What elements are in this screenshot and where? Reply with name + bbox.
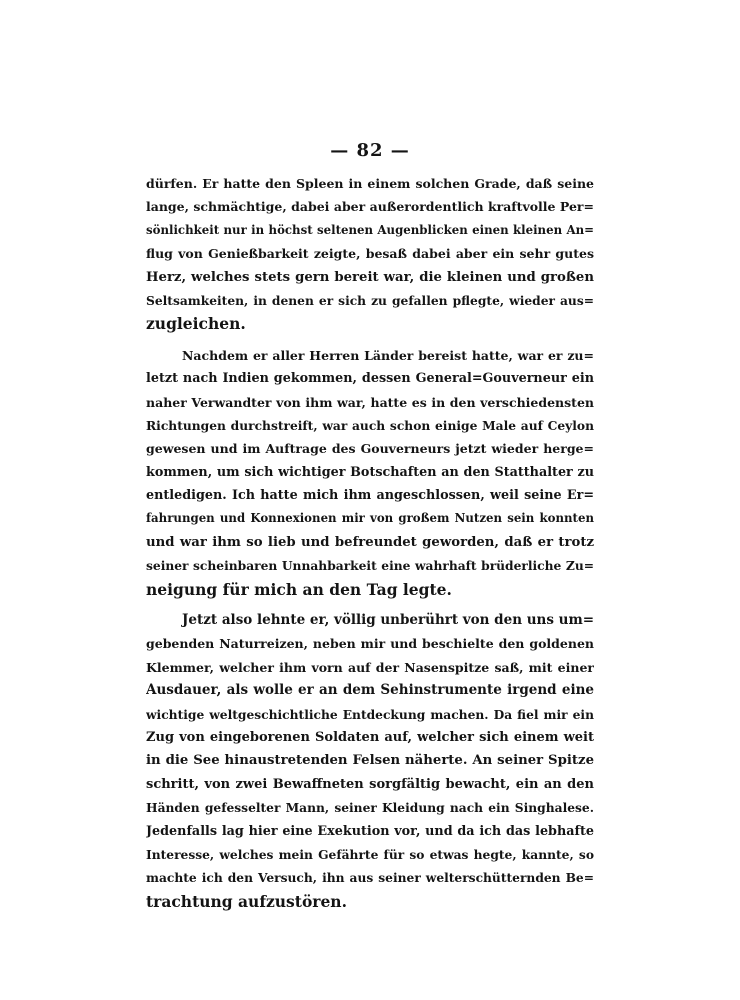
- text-line: Interesse, welches mein Gefährte für so etwas hegte, kannte, so: [146, 846, 594, 862]
- text-line: Seltsamkeiten, in denen er sich zu gefallen pflegte, wieder aus=: [146, 292, 594, 308]
- paragraph: [146, 609, 594, 913]
- text-line: Ausdauer, als wolle er an dem Sehinstrumente irgend eine: [146, 682, 594, 699]
- text-line: Herz, welches stets gern bereit war, die kleinen und großen: [146, 269, 594, 285]
- text-line: entledigen. Ich hatte mich ihm angeschlossen, weil seine Er=: [146, 488, 594, 504]
- paragraph: [146, 344, 594, 601]
- text-line: Jetzt also lehnte er, völlig unberührt von den uns um=: [182, 612, 594, 629]
- text-line: Nachdem er aller Herren Länder bereist hatte, war er zu=: [182, 347, 594, 363]
- text-line: letzt nach Indien gekommen, dessen General=Gouverneur ein: [146, 371, 594, 387]
- text-line: lange, schmächtige, dabei aber außerordentlich kraftvolle Per=: [146, 199, 594, 215]
- text-line: Richtungen durchstreift, war auch schon einige Male auf Ceylon: [146, 417, 594, 433]
- text-line: in die See hinaustretenden Felsen näherte. An seiner Spitze: [146, 753, 594, 769]
- text-line: gebenden Naturreizen, neben mir und beschielte den goldenen: [146, 636, 594, 652]
- text-line: flug von Genießbarkeit zeigte, besaß dabei aber ein sehr gutes: [146, 246, 594, 262]
- text-line: und war ihm so lieb und befreundet geworden, daß er trotz: [146, 534, 594, 550]
- text-line: Händen gefesselter Mann, seiner Kleidung nach ein Singhalese.: [146, 800, 594, 816]
- text-line: kommen, um sich wichtiger Botschaften an den Statthalter zu: [146, 464, 594, 480]
- paragraph: [146, 172, 594, 336]
- text-line: dürfen. Er hatte den Spleen in einem solchen Grade, daß seine: [146, 176, 594, 191]
- text-line: Klemmer, welcher ihm vorn auf der Nasenspitze saß, mit einer: [146, 659, 594, 675]
- text-line: seiner scheinbaren Unnahbarkeit eine wahrhaft brüderliche Zu=: [146, 558, 594, 574]
- text-line: fahrungen und Konnexionen mir von großem Nutzen sein konnten: [146, 511, 594, 526]
- paragraph-gap: [146, 601, 594, 609]
- text-line: neigung für mich an den Tag legte.: [146, 579, 452, 599]
- text-line: wichtige weltgeschichtliche Entdeckung machen. Da fiel mir ein: [146, 706, 594, 722]
- body-text: [146, 172, 594, 913]
- text-line: schritt, von zwei Bewaffneten sorgfältig bewacht, ein an den: [146, 776, 594, 792]
- paragraph-gap: [146, 336, 594, 344]
- text-line: zugleichen.: [146, 314, 246, 334]
- text-line: sönlichkeit nur in höchst seltenen Augenblicken einen kleinen An=: [146, 222, 594, 237]
- page-number: — 82 —: [330, 140, 410, 161]
- text-line: naher Verwandter von ihm war, hatte es in den verschiedensten: [146, 394, 594, 410]
- text-line: gewesen und im Auftrage des Gouverneurs jetzt wieder herge=: [146, 441, 594, 457]
- text-line: Zug von eingeborenen Soldaten auf, welcher sich einem weit: [146, 729, 594, 745]
- text-line: machte ich den Versuch, ihn aus seiner welterschütternden Be=: [146, 870, 594, 886]
- text-line: trachtung aufzustören.: [146, 891, 347, 911]
- text-line: Jedenfalls lag hier eine Exekution vor, und da ich das lebhafte: [146, 823, 594, 839]
